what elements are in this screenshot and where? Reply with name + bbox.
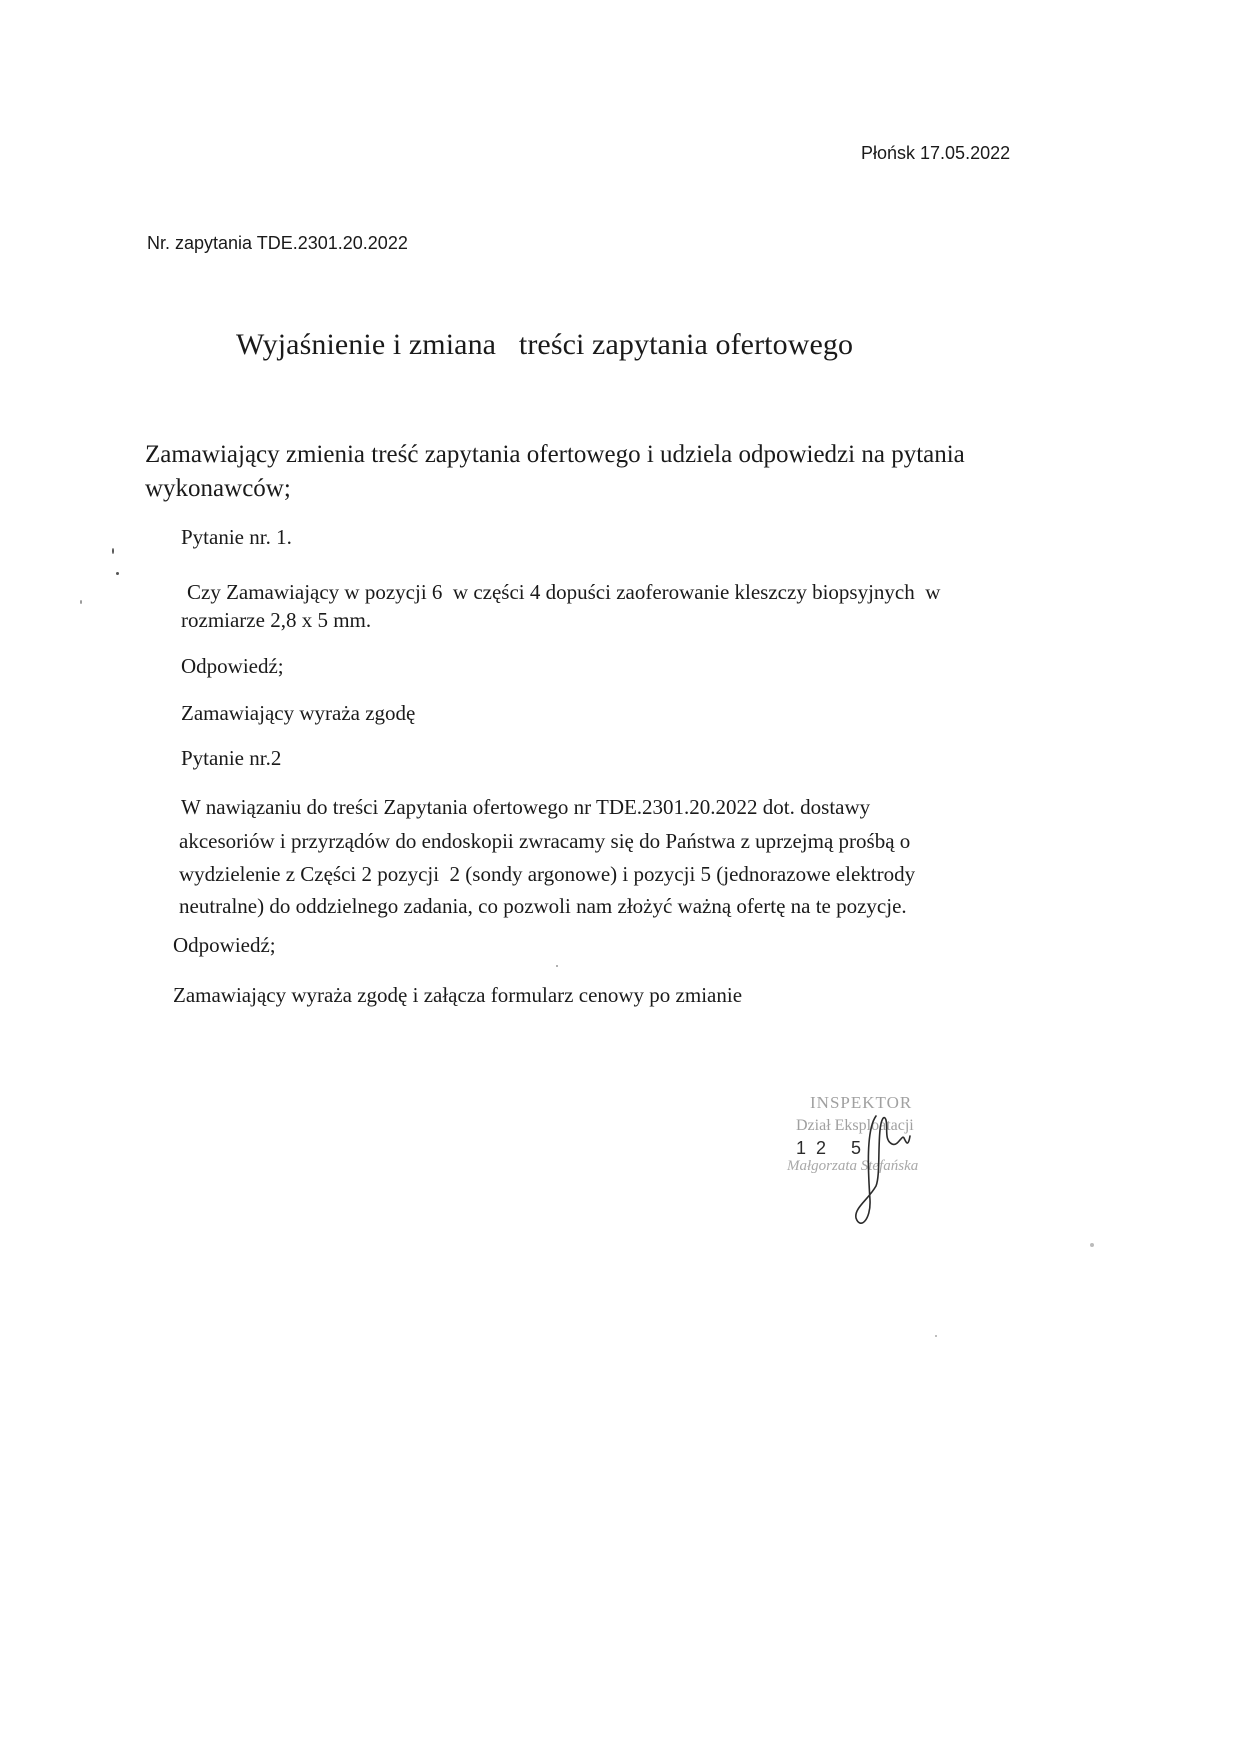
stamp-signature-graphic — [780, 1090, 1000, 1240]
scan-speck — [556, 965, 558, 967]
scan-speck — [1090, 1243, 1094, 1247]
inquiry-reference-number: Nr. zapytania TDE.2301.20.2022 — [147, 233, 408, 253]
stamp-line-3: Małgorzata Stefańska — [787, 1158, 919, 1174]
document-title: Wyjaśnienie i zmiana treści zapytania ofertowego — [236, 328, 854, 361]
question-2-text-line-1: W nawiązaniu do treści Zapytania ofertowego nr TDE.2301.20.2022 dot. dostawy — [181, 795, 871, 819]
question-2-text-line-2: akcesoriów i przyrządów do endoskopii zwracamy się do Państwa z uprzejmą prośbą o — [179, 829, 911, 853]
intro-paragraph: Zamawiający zmienia treść zapytania ofertowego i udziela odpowiedzi na pytania wykonawców; — [145, 441, 965, 502]
stamp-line-1: INSPEKTOR — [810, 1093, 913, 1112]
scan-speck — [935, 1335, 937, 1337]
question-1-label: Pytanie nr. 1. — [181, 525, 292, 549]
handwritten-date: 12 5 — [796, 1138, 872, 1158]
stamp-line-2: Dział Eksploatacji — [796, 1117, 914, 1134]
place-and-date: Płońsk 17.05.2022 — [861, 143, 1011, 163]
answer-2-text: Zamawiający wyraża zgodę i załącza formularz cenowy po zmianie — [173, 983, 743, 1007]
answer-1-text: Zamawiający wyraża zgodę — [181, 701, 416, 725]
question-2-text-line-3: wydzielenie z Części 2 pozycji 2 (sondy argonowe) i pozycji 5 (jednorazowe elektrody — [179, 862, 916, 886]
answer-2-label: Odpowiedź; — [173, 933, 276, 957]
question-1-text-line-2: rozmiarze 2,8 x 5 mm. — [181, 608, 372, 632]
question-1-text-line-1: Czy Zamawiający w pozycji 6 w części 4 dopuści zaoferowanie kleszczy biopsyjnych w — [187, 580, 941, 604]
scan-speck — [112, 548, 114, 554]
answer-1-label: Odpowiedź; — [181, 654, 284, 678]
inspector-stamp-with-signature — [780, 1090, 1000, 1240]
question-2-text-line-4: neutralne) do oddzielnego zadania, co pozwoli nam złożyć ważną ofertę na te pozycje. — [179, 894, 907, 918]
scan-speck — [116, 572, 119, 575]
question-2-label: Pytanie nr.2 — [181, 746, 282, 770]
scan-speck — [80, 600, 82, 604]
